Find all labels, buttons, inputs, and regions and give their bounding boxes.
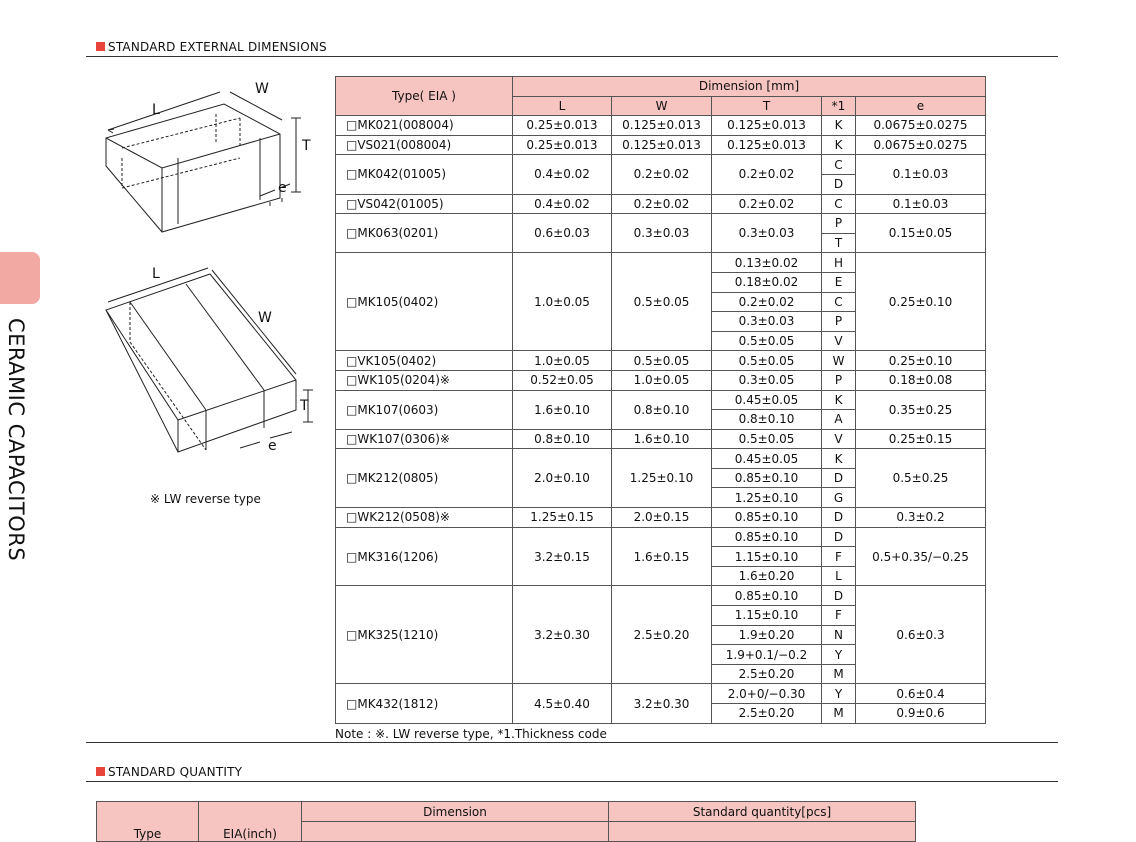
- divider: [86, 56, 1058, 57]
- table-row: [336, 527, 986, 547]
- e-cell: 0.9±0.6: [856, 704, 986, 724]
- type-cell: □WK105(0204)※: [336, 370, 513, 390]
- type-cell: □VS042(01005): [336, 194, 513, 214]
- type-cell: □MK105(0402): [336, 253, 513, 351]
- qty-type-header: Type: [97, 802, 199, 842]
- thickness-code-cell: F: [822, 547, 856, 567]
- w-cell: 0.8±0.10: [612, 390, 712, 429]
- section-title-quantity: STANDARD QUANTITY: [96, 765, 242, 779]
- thickness-code-cell: M: [822, 704, 856, 724]
- l-cell: 3.2±0.15: [513, 527, 612, 586]
- t-cell: 0.45±0.05: [712, 390, 822, 410]
- l-cell: 1.6±0.10: [513, 390, 612, 429]
- label-w: W: [255, 81, 269, 97]
- label-w: W: [258, 310, 272, 326]
- col-header: T: [712, 96, 822, 116]
- type-cell: □WK212(0508)※: [336, 508, 513, 528]
- t-cell: 0.2±0.02: [712, 292, 822, 312]
- thickness-code-cell: K: [822, 449, 856, 469]
- label-t: T: [302, 138, 311, 154]
- w-cell: 1.25±0.10: [612, 449, 712, 508]
- t-cell: 0.2±0.02: [712, 194, 822, 214]
- side-tab: [0, 252, 40, 304]
- table-row: [336, 155, 986, 175]
- t-cell: 0.85±0.10: [712, 586, 822, 606]
- t-cell: 0.3±0.03: [712, 214, 822, 253]
- e-cell: 0.1±0.03: [856, 155, 986, 194]
- divider: [86, 781, 1058, 782]
- l-cell: 0.25±0.013: [513, 135, 612, 155]
- table-row: [336, 194, 986, 214]
- t-cell: 0.5±0.05: [712, 331, 822, 351]
- thickness-code-cell: C: [822, 292, 856, 312]
- thickness-code-cell: P: [822, 370, 856, 390]
- type-cell: □MK107(0603): [336, 390, 513, 429]
- thickness-code-cell: D: [822, 586, 856, 606]
- type-cell: □MK325(1210): [336, 586, 513, 684]
- l-cell: 0.4±0.02: [513, 155, 612, 194]
- e-cell: 0.15±0.05: [856, 214, 986, 253]
- l-cell: 0.6±0.03: [513, 214, 612, 253]
- l-cell: 1.0±0.05: [513, 351, 612, 371]
- side-label: CERAMIC CAPACITORS: [4, 318, 28, 562]
- thickness-code-cell: H: [822, 253, 856, 273]
- t-cell: 1.6±0.20: [712, 566, 822, 586]
- table-row: [336, 135, 986, 155]
- thickness-code-cell: M: [822, 664, 856, 684]
- w-cell: 0.5±0.05: [612, 253, 712, 351]
- col-header: *1: [822, 96, 856, 116]
- red-square-icon: [96, 767, 105, 776]
- thickness-code-cell: D: [822, 508, 856, 528]
- quantity-table: [96, 801, 916, 842]
- type-cell: □VS021(008004): [336, 135, 513, 155]
- col-header: W: [612, 96, 712, 116]
- e-cell: 0.0675±0.0275: [856, 116, 986, 136]
- qty-standard-quantity-header: Standard quantity[pcs]: [609, 802, 916, 822]
- type-cell: □MK212(0805): [336, 449, 513, 508]
- thickness-code-cell: K: [822, 116, 856, 136]
- l-cell: 3.2±0.30: [513, 586, 612, 684]
- thickness-code-cell: P: [822, 312, 856, 332]
- l-cell: 0.52±0.05: [513, 370, 612, 390]
- thickness-code-cell: Y: [822, 645, 856, 665]
- l-cell: 4.5±0.40: [513, 684, 612, 723]
- l-cell: 2.0±0.10: [513, 449, 612, 508]
- w-cell: 2.5±0.20: [612, 586, 712, 684]
- thickness-code-cell: E: [822, 272, 856, 292]
- label-e: e: [278, 180, 287, 196]
- t-cell: 0.18±0.02: [712, 272, 822, 292]
- divider: [86, 742, 1058, 743]
- type-cell: □MK432(1812): [336, 684, 513, 723]
- thickness-code-cell: Y: [822, 684, 856, 704]
- thickness-code-cell: V: [822, 429, 856, 449]
- l-cell: 0.25±0.013: [513, 116, 612, 136]
- type-cell: □MK021(008004): [336, 116, 513, 136]
- thickness-code-cell: N: [822, 625, 856, 645]
- t-cell: 2.5±0.20: [712, 704, 822, 724]
- thickness-code-cell: D: [822, 174, 856, 194]
- thickness-code-cell: C: [822, 194, 856, 214]
- e-cell: 0.1±0.03: [856, 194, 986, 214]
- type-header: Type( EIA ): [336, 77, 513, 116]
- w-cell: 0.2±0.02: [612, 155, 712, 194]
- t-cell: 0.3±0.03: [712, 312, 822, 332]
- w-cell: 0.5±0.05: [612, 351, 712, 371]
- type-cell: □VK105(0402): [336, 351, 513, 371]
- thickness-code-cell: P: [822, 214, 856, 234]
- table-row: [336, 253, 986, 273]
- t-cell: 0.125±0.013: [712, 116, 822, 136]
- w-cell: 0.125±0.013: [612, 135, 712, 155]
- t-cell: 0.125±0.013: [712, 135, 822, 155]
- e-cell: 0.25±0.10: [856, 351, 986, 371]
- thickness-code-cell: C: [822, 155, 856, 175]
- w-cell: 0.3±0.03: [612, 214, 712, 253]
- t-cell: 0.85±0.10: [712, 527, 822, 547]
- t-cell: 0.45±0.05: [712, 449, 822, 469]
- qty-dimension-header: Dimension: [302, 802, 609, 822]
- type-cell: □WK107(0306)※: [336, 429, 513, 449]
- e-cell: 0.35±0.25: [856, 390, 986, 429]
- table-note: Note : ※. LW reverse type, *1.Thickness code: [335, 727, 607, 741]
- e-cell: 0.25±0.15: [856, 429, 986, 449]
- table-row: [336, 214, 986, 234]
- table-row: [336, 390, 986, 410]
- t-cell: 0.5±0.05: [712, 351, 822, 371]
- e-cell: 0.25±0.10: [856, 253, 986, 351]
- qty-eia-header: EIA(inch): [199, 802, 302, 842]
- table-row: [336, 508, 986, 528]
- l-cell: 0.8±0.10: [513, 429, 612, 449]
- thickness-code-cell: V: [822, 331, 856, 351]
- t-cell: 1.15±0.10: [712, 547, 822, 567]
- t-cell: 1.15±0.10: [712, 606, 822, 626]
- type-cell: □MK316(1206): [336, 527, 513, 586]
- e-cell: 0.5+0.35/−0.25: [856, 527, 986, 586]
- chip-diagram-reverse: [100, 262, 325, 462]
- w-cell: 1.6±0.10: [612, 429, 712, 449]
- thickness-code-cell: D: [822, 468, 856, 488]
- section-title-dimensions: STANDARD EXTERNAL DIMENSIONS: [96, 40, 327, 54]
- e-cell: 0.18±0.08: [856, 370, 986, 390]
- dimensions-table: [335, 76, 986, 724]
- t-cell: 0.8±0.10: [712, 410, 822, 430]
- t-cell: 1.9+0.1/−0.2: [712, 645, 822, 665]
- e-cell: 0.6±0.3: [856, 586, 986, 684]
- t-cell: 0.3±0.05: [712, 370, 822, 390]
- type-cell: □MK063(0201): [336, 214, 513, 253]
- dimension-header: Dimension [mm]: [513, 77, 986, 97]
- table-row: [336, 116, 986, 136]
- table-header-row: [336, 77, 986, 97]
- table-row: [336, 370, 986, 390]
- table-row: [336, 449, 986, 469]
- chip-diagram-standard: [100, 78, 325, 238]
- thickness-code-cell: K: [822, 390, 856, 410]
- w-cell: 0.125±0.013: [612, 116, 712, 136]
- thickness-code-cell: L: [822, 566, 856, 586]
- type-cell: □MK042(01005): [336, 155, 513, 194]
- t-cell: 0.5±0.05: [712, 429, 822, 449]
- table-row: [336, 429, 986, 449]
- t-cell: 0.85±0.10: [712, 468, 822, 488]
- w-cell: 3.2±0.30: [612, 684, 712, 723]
- w-cell: 1.6±0.15: [612, 527, 712, 586]
- thickness-code-cell: A: [822, 410, 856, 430]
- col-header: e: [856, 96, 986, 116]
- red-square-icon: [96, 42, 105, 51]
- label-e: e: [268, 438, 277, 454]
- w-cell: 0.2±0.02: [612, 194, 712, 214]
- t-cell: 0.13±0.02: [712, 253, 822, 273]
- thickness-code-cell: D: [822, 527, 856, 547]
- t-cell: 1.9±0.20: [712, 625, 822, 645]
- thickness-code-cell: T: [822, 233, 856, 253]
- col-header: L: [513, 96, 612, 116]
- w-cell: 2.0±0.15: [612, 508, 712, 528]
- thickness-code-cell: F: [822, 606, 856, 626]
- l-cell: 1.0±0.05: [513, 253, 612, 351]
- table-row: [336, 684, 986, 704]
- table-row: [336, 586, 986, 606]
- e-cell: 0.0675±0.0275: [856, 135, 986, 155]
- w-cell: 1.0±0.05: [612, 370, 712, 390]
- label-t: T: [300, 398, 309, 414]
- lw-reverse-note: ※ LW reverse type: [150, 492, 261, 506]
- thickness-code-cell: K: [822, 135, 856, 155]
- e-cell: 0.6±0.4: [856, 684, 986, 704]
- t-cell: 1.25±0.10: [712, 488, 822, 508]
- label-l: L: [152, 266, 160, 282]
- t-cell: 2.0+0/−0.30: [712, 684, 822, 704]
- e-cell: 0.3±0.2: [856, 508, 986, 528]
- l-cell: 1.25±0.15: [513, 508, 612, 528]
- l-cell: 0.4±0.02: [513, 194, 612, 214]
- thickness-code-cell: W: [822, 351, 856, 371]
- label-l: L: [152, 102, 160, 118]
- t-cell: 0.85±0.10: [712, 508, 822, 528]
- thickness-code-cell: G: [822, 488, 856, 508]
- e-cell: 0.5±0.25: [856, 449, 986, 508]
- t-cell: 2.5±0.20: [712, 664, 822, 684]
- table-row: [336, 351, 986, 371]
- t-cell: 0.2±0.02: [712, 155, 822, 194]
